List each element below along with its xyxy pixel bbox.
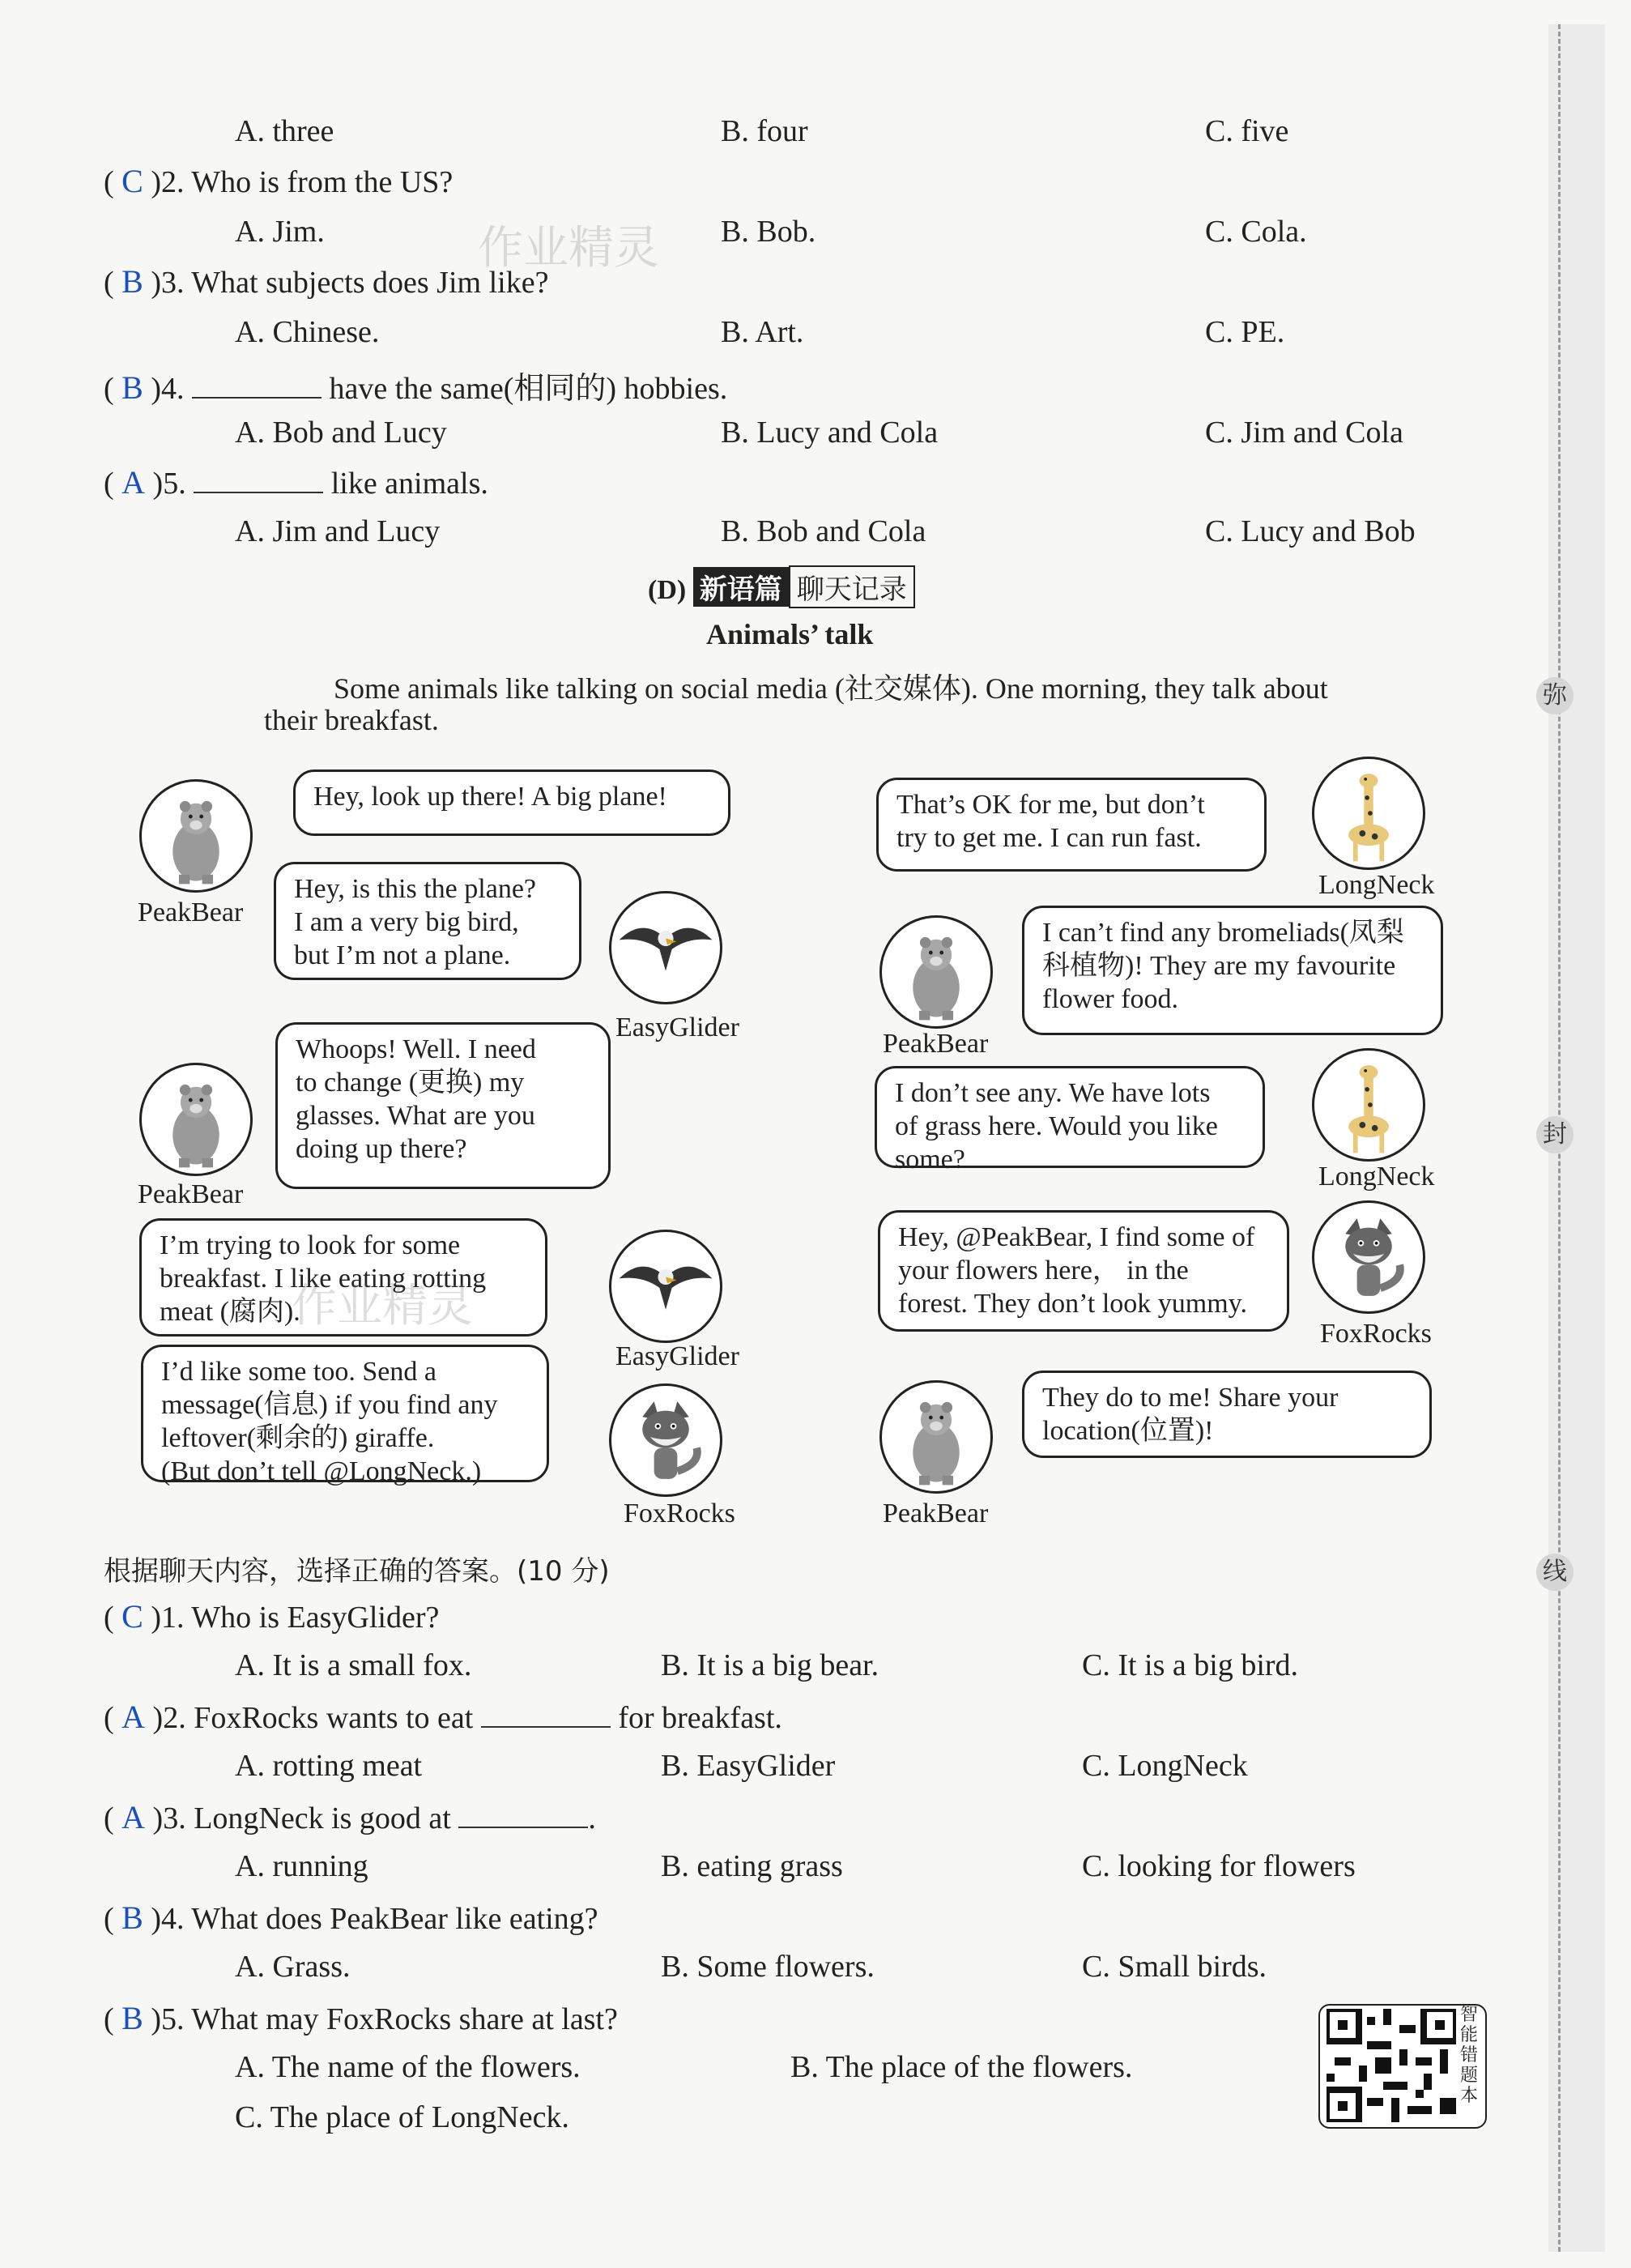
option-a: A. Jim and Lucy <box>235 514 441 548</box>
speaker-name: FoxRocks <box>624 1498 735 1528</box>
chat-bubble: Hey, look up there! A big plane! <box>293 770 730 836</box>
easyglider-avatar <box>609 1230 722 1343</box>
peakbear-avatar <box>139 1063 253 1176</box>
option-a: A. The name of the flowers. <box>235 2050 581 2084</box>
option-a: A. Grass. <box>235 1950 351 1984</box>
chat-bubble: I’d like some too. Send a message(信息) if you find any leftover(剩余的) giraffe. (But don’t tell @LongNeck.) <box>141 1345 549 1482</box>
speaker-name: FoxRocks <box>1320 1319 1432 1349</box>
option-a: A. running <box>235 1849 368 1883</box>
chat-bubble: That’s OK for me, but don’t try to get me. I can run fast. <box>876 778 1267 872</box>
option-c: C. PE. <box>1205 315 1285 349</box>
option-a: A. rotting meat <box>235 1749 423 1783</box>
speaker-name: PeakBear <box>883 1029 989 1059</box>
answer: A <box>121 1699 146 1735</box>
margin-char-feng: 封 <box>1536 1116 1574 1153</box>
watermark: 作业精灵 <box>478 222 659 275</box>
q1-option-b: B. four <box>721 114 808 148</box>
c-question-4: ( B )4. have the same(相同的) hobbies. <box>104 369 728 406</box>
speaker-name: PeakBear <box>883 1498 989 1528</box>
answer: C <box>121 163 143 199</box>
watermark: 作业精灵 <box>292 1280 473 1332</box>
answer: B <box>121 369 143 406</box>
peakbear-avatar <box>879 915 993 1029</box>
chat-bubble: I don’t see any. We have lots of grass here. Would you like some? <box>875 1066 1265 1168</box>
chat-bubble: They do to me! Share your location(位置)! <box>1022 1371 1432 1458</box>
qr-label: 智能错题本 <box>1459 2004 1478 2105</box>
answer: B <box>121 263 143 300</box>
speaker-name: PeakBear <box>138 1179 244 1209</box>
option-b: B. EasyGlider <box>661 1749 836 1783</box>
longneck-avatar <box>1312 1048 1425 1162</box>
easyglider-avatar <box>609 891 722 1004</box>
option-c: C. It is a big bird. <box>1082 1648 1299 1682</box>
blank-line <box>192 371 322 399</box>
option-a: A. It is a small fox. <box>235 1648 472 1682</box>
blank-line <box>194 466 323 493</box>
answer: C <box>121 1598 143 1635</box>
speaker-name: LongNeck <box>1318 1162 1435 1192</box>
blank-line <box>458 1801 588 1828</box>
answer: A <box>121 464 146 501</box>
margin-char-mi: 弥 <box>1536 677 1574 714</box>
c-question-5: ( A )5. like animals. <box>104 464 488 501</box>
option-a: A. Chinese. <box>235 315 380 349</box>
option-b: B. Bob. <box>721 215 816 249</box>
d-question-5: ( B )5. What may FoxRocks share at last? <box>104 2000 618 2036</box>
option-c: C. Jim and Cola <box>1205 416 1403 450</box>
option-b: B. It is a big bear. <box>661 1648 879 1682</box>
d-question-3: ( A )3. LongNeck is good at . <box>104 1799 596 1835</box>
option-c: C. Cola. <box>1205 215 1307 249</box>
chat-bubble: Hey, is this the plane? I am a very big bird, but I’m not a plane. <box>274 862 581 980</box>
option-a: A. Jim. <box>235 215 325 249</box>
c-question-2: ( C )2. Who is from the US? <box>104 163 454 199</box>
chat-bubble: I can’t find any bromeliads(凤梨 科植物)! They are my favourite flower food. <box>1022 906 1443 1035</box>
longneck-avatar <box>1312 757 1425 870</box>
section-badge: 新语篇 <box>693 567 789 607</box>
peakbear-avatar <box>879 1380 993 1494</box>
option-c: C. Small birds. <box>1082 1950 1267 1984</box>
d-question-4: ( B )4. What does PeakBear like eating? <box>104 1899 598 1936</box>
speaker-name: EasyGlider <box>615 1013 739 1042</box>
option-c: C. Lucy and Bob <box>1205 514 1416 548</box>
instruction: 根据聊天内容，选择正确的答案。(10 分) <box>104 1555 610 1588</box>
section-d-header: (D) 新语篇 聊天记录 <box>648 565 915 608</box>
option-c: C. LongNeck <box>1082 1749 1248 1783</box>
answer: B <box>121 1899 143 1936</box>
chat-bubble: Whoops! Well. I need to change (更换) my glasses. What are you doing up there? <box>275 1022 611 1189</box>
option-b: B. eating grass <box>661 1849 843 1883</box>
option-c: C. The place of LongNeck. <box>235 2100 569 2134</box>
option-b: B. Lucy and Cola <box>721 416 939 450</box>
d-question-1: ( C )1. Who is EasyGlider? <box>104 1598 440 1635</box>
foxrocks-avatar <box>609 1383 722 1497</box>
margin-char-xian: 线 <box>1536 1554 1574 1591</box>
section-box: 聊天记录 <box>789 565 915 608</box>
d-question-2: ( A )2. FoxRocks wants to eat for breakfast. <box>104 1699 782 1735</box>
answer: B <box>121 2000 143 2036</box>
chat-bubble: I’m trying to look for some breakfast. I like eating rotting meat (腐肉). <box>139 1218 547 1336</box>
intro-line-1: Some animals like talking on social media (社交媒体). One morning, they talk about <box>334 672 1328 705</box>
peakbear-avatar <box>139 779 253 893</box>
option-b: B. Art. <box>721 315 804 349</box>
option-b: B. Bob and Cola <box>721 514 926 548</box>
foxrocks-avatar <box>1312 1200 1425 1314</box>
option-c: C. looking for flowers <box>1082 1849 1356 1883</box>
speaker-name: PeakBear <box>138 897 244 927</box>
option-a: A. Bob and Lucy <box>235 416 447 450</box>
q1-option-a: A. three <box>235 114 334 148</box>
c-question-3: ( B )3. What subjects does Jim like? <box>104 263 549 300</box>
qr-icon <box>1327 2009 1456 2122</box>
option-b: B. Some flowers. <box>661 1950 875 1984</box>
blank-line <box>481 1700 611 1728</box>
answer: A <box>121 1799 146 1835</box>
intro-line-2: their breakfast. <box>264 704 439 736</box>
chat-bubble: Hey, @PeakBear, I find some of your flowers here， in the forest. They don’t look yummy. <box>878 1210 1289 1332</box>
speaker-name: LongNeck <box>1318 870 1435 900</box>
option-b: B. The place of the flowers. <box>790 2050 1133 2084</box>
q1-option-c: C. five <box>1205 114 1289 148</box>
passage-title: Animals’ talk <box>706 618 874 650</box>
speaker-name: EasyGlider <box>615 1341 739 1371</box>
